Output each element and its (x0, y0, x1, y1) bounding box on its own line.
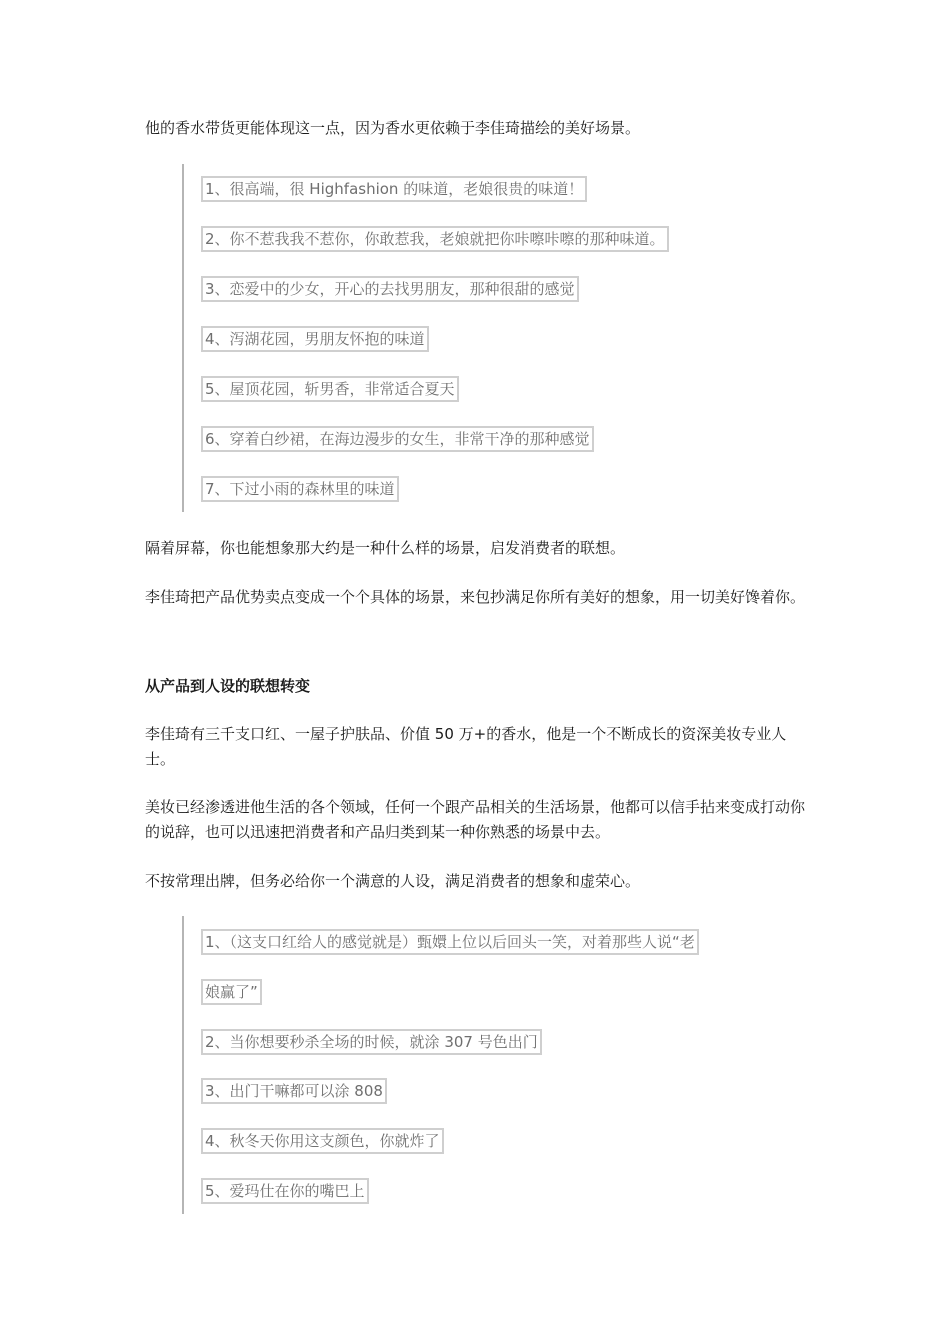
lipstick-quote-item: 2、当你想要秒杀全场的时候，就涂 307 号色出门 (201, 1029, 542, 1055)
lipstick-quote-item: 5、爱玛仕在你的嘴巴上 (201, 1178, 369, 1204)
paragraph-scene: 李佳琦把产品优势卖点变成一个个具体的场景，来包抄满足你所有美好的想象，用一切美好馋着你。 (145, 588, 806, 606)
perfume-quote-item: 5、屋顶花园，斩男香，非常适合夏天 (201, 376, 459, 402)
section-heading: 从产品到人设的联想转变 (145, 677, 311, 695)
perfume-quote-item: 4、泻湖花园，男朋友怀抱的味道 (201, 326, 429, 352)
perfume-quote-item: 1、很高端，很 Highfashion 的味道，老娘很贵的味道！ (201, 176, 587, 202)
paragraph-persona: 不按常理出牌，但务必给你一个满意的人设，满足消费者的想象和虚荣心。 (145, 872, 641, 890)
intro-paragraph: 他的香水带货更能体现这一点，因为香水更依赖于李佳琦描绘的美好场景。 (145, 119, 641, 137)
perfume-quote-bar (182, 164, 184, 512)
perfume-quote-item: 2、你不惹我我不惹你，你敢惹我，老娘就把你咔嚓咔嚓的那种味道。 (201, 226, 669, 252)
lipstick-quote-item: 1、（这支口红给人的感觉就是）甄嬛上位以后回头一笑，对着那些人说“老 (201, 929, 699, 955)
perfume-quote-item: 6、穿着白纱裙，在海边漫步的女生，非常干净的那种感觉 (201, 426, 594, 452)
perfume-quote-item: 3、恋爱中的少女，开心的去找男朋友，那种很甜的感觉 (201, 276, 579, 302)
paragraph-screen: 隔着屏幕，你也能想象那大约是一种什么样的场景，启发消费者的联想。 (145, 539, 626, 557)
lipstick-quote-bar (182, 916, 184, 1214)
perfume-quote-item: 7、下过小雨的森林里的味道 (201, 476, 399, 502)
paragraph-makeup: 美妆已经渗透进他生活的各个领域，任何一个跟产品相关的生活场景，他都可以信手拈来变成打动你的说辞，也可以迅速把消费者和产品归类到某一种你熟悉的场景中去。 (145, 798, 806, 841)
lipstick-quote-item: 4、秋冬天你用这支颜色，你就炸了 (201, 1128, 444, 1154)
lipstick-quote-item: 3、出门干嘛都可以涂 808 (201, 1078, 387, 1104)
lipstick-quote-item: 娘赢了” (201, 979, 262, 1005)
paragraph-expert: 李佳琦有三千支口红、一屋子护肤品、价值 50 万+的香水，他是一个不断成长的资深美妆专业人士。 (145, 725, 787, 768)
